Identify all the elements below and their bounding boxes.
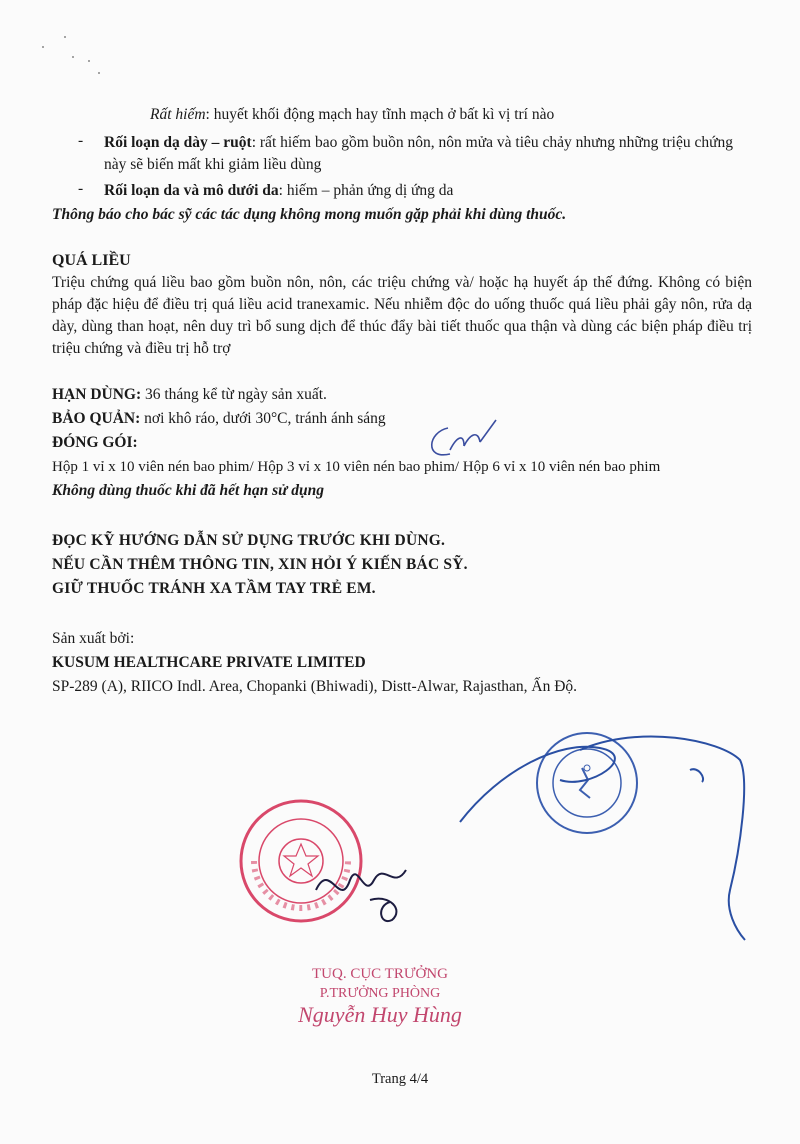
stamp-signer-name: Nguyễn Huy Hùng — [298, 1002, 462, 1027]
manufacturer-address: SP-289 (A), RIICO Indl. Area, Chopanki (Bhiwadi), Distt-Alwar, Rajasthan, Ấn Độ. — [52, 678, 578, 695]
expiry-warning: Không dùng thuốc khi đã hết hạn sử dụng — [52, 482, 325, 499]
stamp-title-line2: P.TRƯỞNG PHÒNG — [319, 986, 441, 1001]
packing-text: Hộp 1 vỉ x 10 viên nén bao phim/ Hộp 3 vỉ x 10 viên nén bao phim/ Hộp 6 vỉ x 10 viên nén bao phim — [52, 459, 661, 475]
scan-speckle — [98, 72, 100, 74]
scan-speckle — [64, 36, 66, 38]
skin-disorder-item — [104, 180, 754, 202]
manufacturer-label: Sản xuất bởi: — [52, 630, 135, 647]
storage-text: nơi khô ráo, dưới 30°C, tránh ánh sáng — [140, 410, 386, 427]
shelf-life-label: HẠN DÙNG: — [52, 386, 142, 403]
blue-signature — [440, 730, 760, 950]
page-number: Trang 4/4 — [371, 1071, 429, 1087]
overdose-heading: QUÁ LIỀU — [52, 252, 131, 269]
very-rare-text: : huyết khối động mạch hay tĩnh mạch ở bất kì vị trí nào — [205, 106, 555, 123]
manufacturer-name: KUSUM HEALTHCARE PRIVATE LIMITED — [52, 654, 366, 671]
gi-text: : rất hiếm bao gồm buồn nôn, nôn mửa và tiêu chảy nhưng những triệu chứng này sẽ biến mất khi giảm liều dùng — [104, 134, 734, 173]
skin-label: Rối loạn da và mô dưới da — [104, 182, 279, 199]
gi-label: Rối loạn dạ dày – ruột — [104, 134, 252, 151]
warning-keep-away-children: GIỮ THUỐC TRÁNH XA TẦM TAY TRẺ EM. — [52, 580, 376, 597]
very-rare-label: Rất hiếm — [150, 106, 206, 123]
official-signature — [310, 850, 420, 930]
initials-scribble — [420, 420, 500, 480]
stamp-title-line1: TUQ. CỤC TRƯỞNG — [312, 966, 448, 982]
very-rare-line — [150, 104, 800, 126]
warning-read-instructions: ĐỌC KỸ HƯỚNG DẪN SỬ DỤNG TRƯỚC KHI DÙNG. — [52, 532, 446, 549]
overdose-body: Triệu chứng quá liều bao gồm buồn nôn, nôn, các triệu chứng và/ hoặc hạ huyết áp thế đứng. Không có biện pháp đặc hiệu để điều trị quá liều acid tranexamic. Nếu nhiễm độc do uống thuốc quá liều phải gây nôn, rửa dạ dày, dùng than hoạt, nên duy trì bổ sung dịch để thúc đẩy bài tiết thuốc qua thận và dùng các biện pháp điều trị triệu chứng và điều trị hỗ trợ — [52, 274, 752, 357]
warning-ask-doctor: NẾU CẦN THÊM THÔNG TIN, XIN HỎI Ý KIẾN BÁC SỸ. — [52, 556, 468, 573]
skin-text: : hiếm – phản ứng dị ứng da — [278, 182, 454, 199]
storage-line — [52, 408, 752, 430]
scan-speckle — [42, 46, 44, 48]
shelf-life-text: 36 tháng kể từ ngày sản xuất. — [141, 386, 327, 403]
scan-speckle — [72, 56, 74, 58]
storage-label: BẢO QUẢN: — [52, 410, 141, 427]
packing-label: ĐÓNG GÓI: — [52, 434, 138, 451]
gi-disorder-item — [104, 132, 754, 176]
bullet-marker: - — [78, 180, 84, 197]
scan-speckle — [88, 60, 90, 62]
side-effect-notice: Thông báo cho bác sỹ các tác dụng không mong muốn gặp phải khi dùng thuốc. — [52, 206, 567, 223]
bullet-marker: - — [78, 132, 84, 149]
shelf-life-line — [52, 384, 752, 406]
